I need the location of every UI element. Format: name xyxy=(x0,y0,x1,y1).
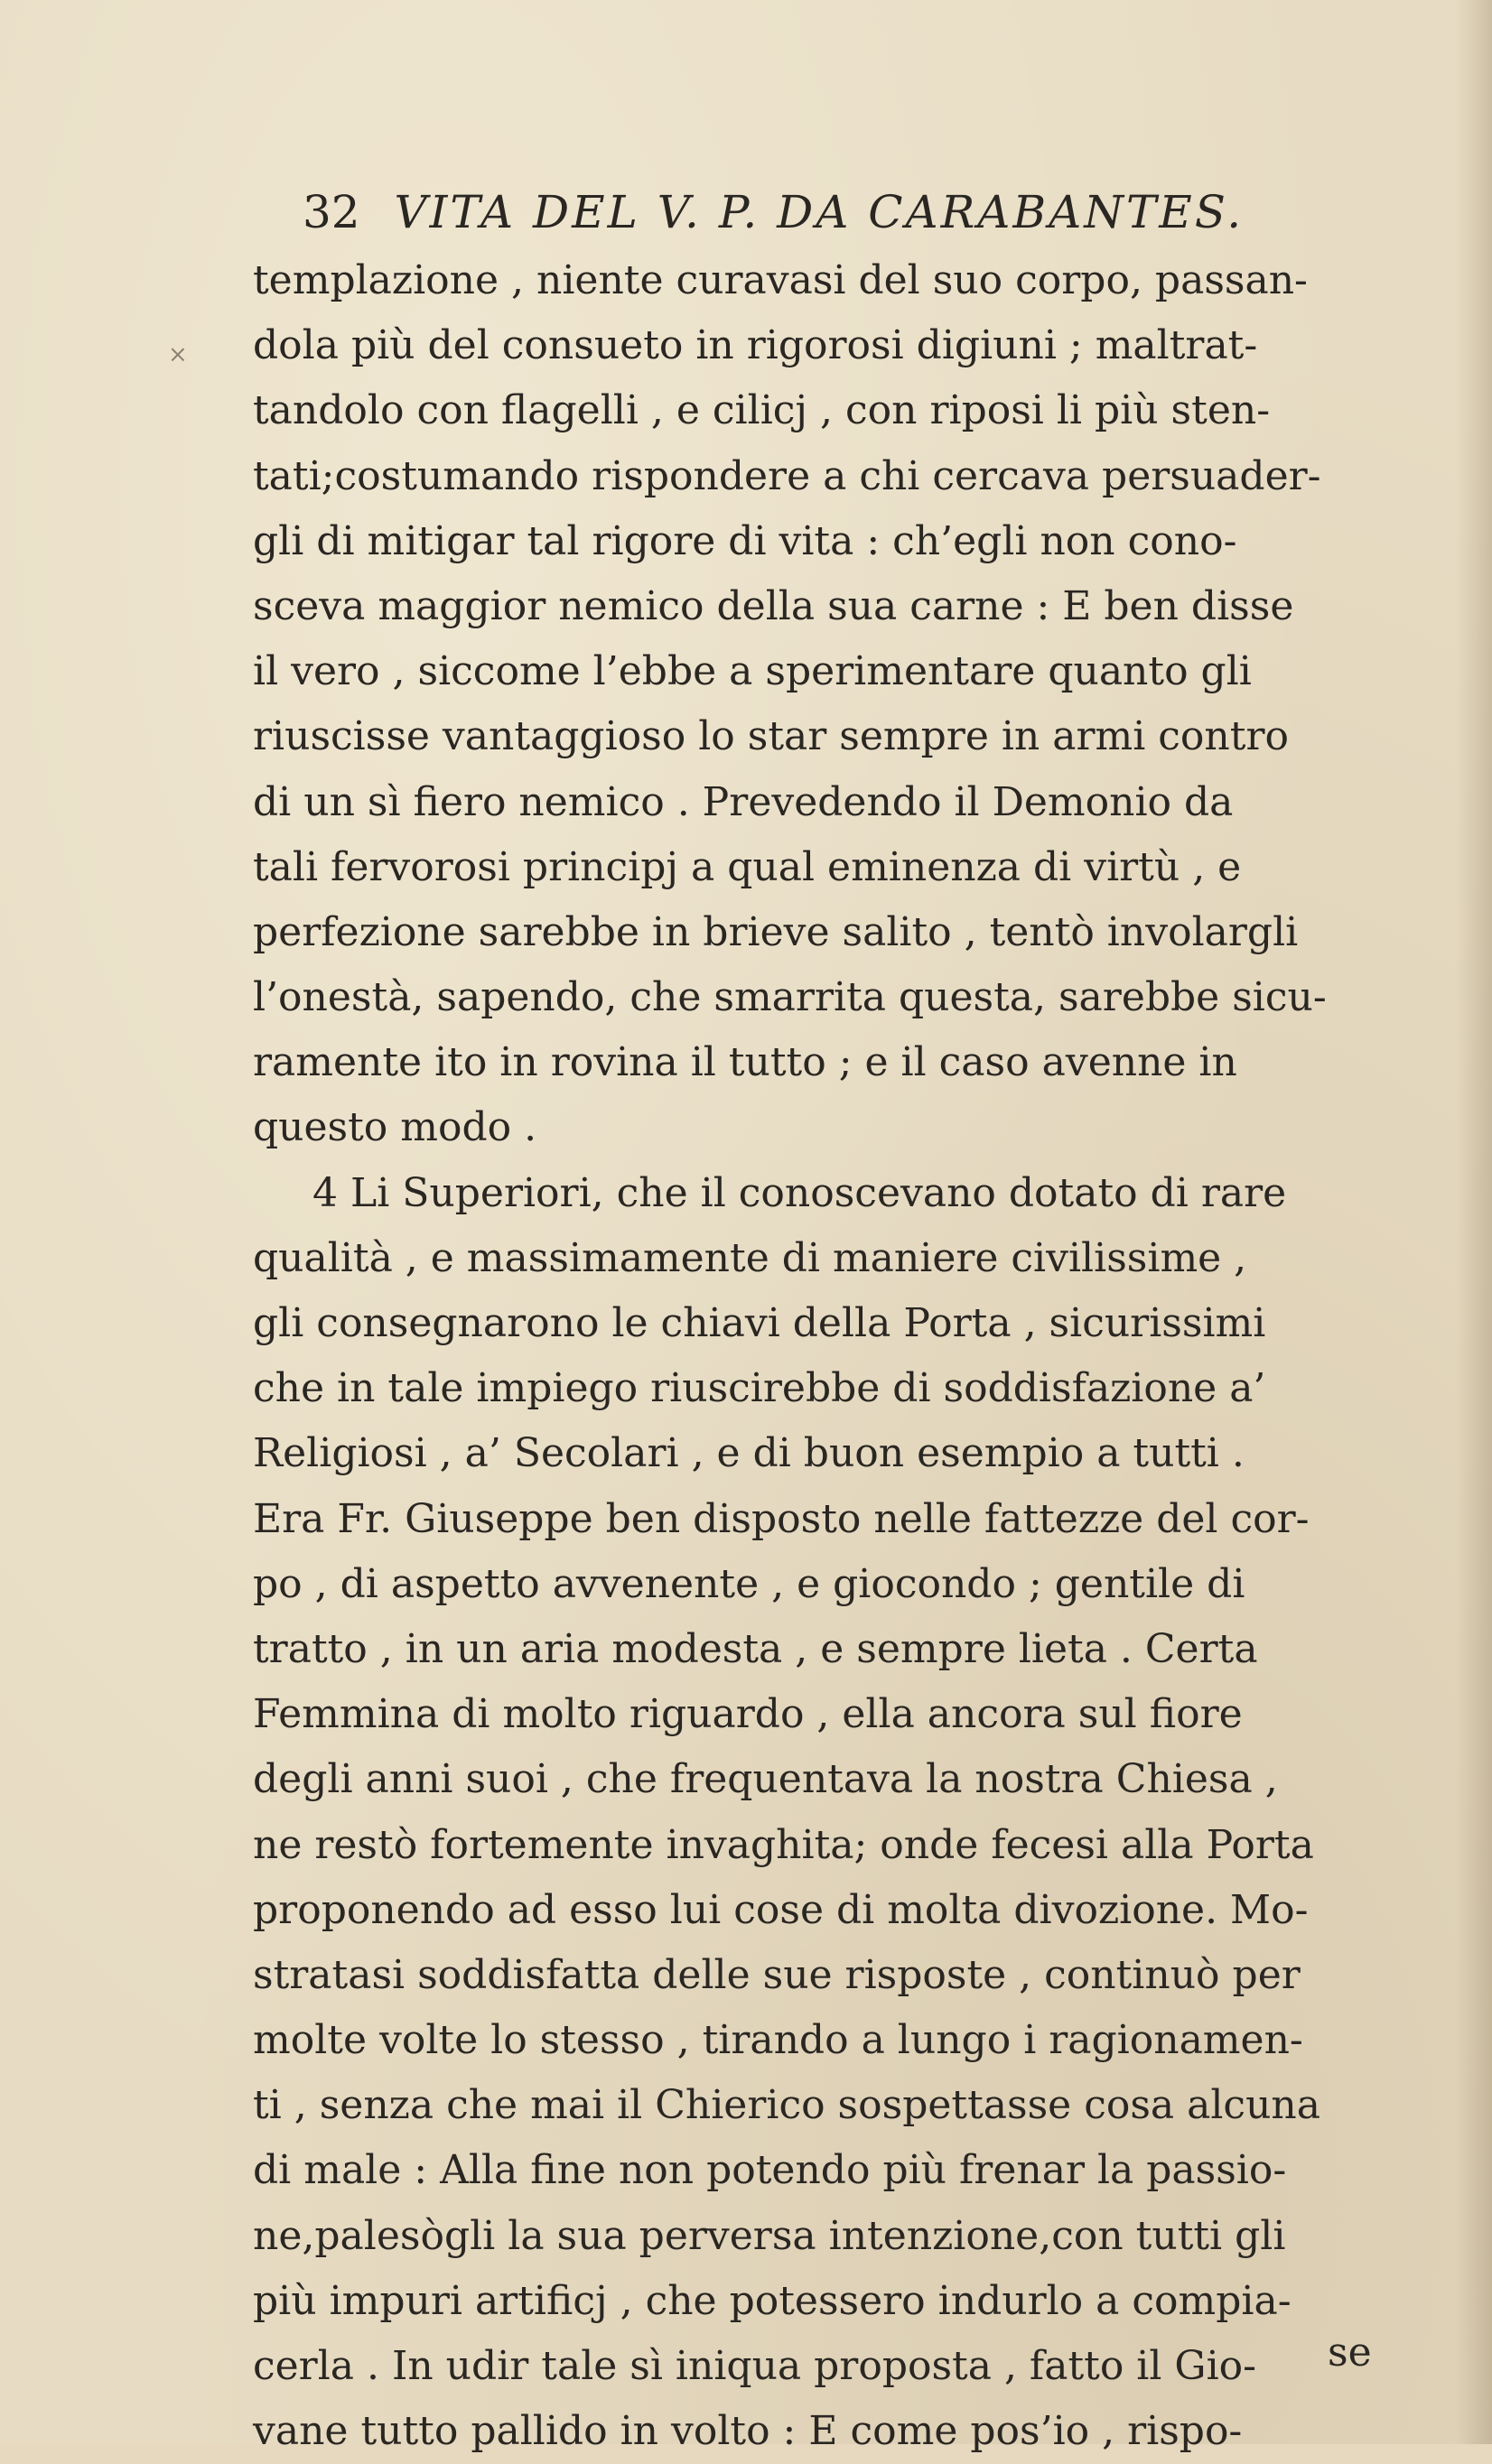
text-line: vane tutto pallido in volto : E come pos’io , rispo- xyxy=(253,2408,1243,2455)
text-line: stratasi soddisfatta delle sue risposte , continuò per xyxy=(253,1951,1301,1998)
running-title: VITA DEL V. P. DA CARABANTES. xyxy=(394,186,1245,238)
text-line: di male : Alla fine non potendo più frenar la passio- xyxy=(253,2147,1287,2194)
text-line: di un sì fiero nemico . Prevedendo il Demonio da xyxy=(253,778,1234,825)
running-header xyxy=(303,185,1244,239)
text-line: l’onestà, sapendo, che smarrita questa, sarebbe sicu- xyxy=(253,974,1327,1021)
text-line: ti , senza che mai il Chierico sospettasse cosa alcuna xyxy=(253,2082,1320,2129)
text-line: Religiosi , a’ Secolari , e di buon esempio a tutti . xyxy=(253,1430,1245,1477)
text-line: templazione , niente curavasi del suo corpo, passan- xyxy=(253,257,1308,303)
text-line: sceva maggior nemico della sua carne : E ben disse xyxy=(253,582,1294,629)
text-line: ne restò fortemente invaghita; onde fecesi alla Porta xyxy=(253,1821,1314,1868)
page-number: 32 xyxy=(303,186,360,238)
text-line: gli di mitigar tal rigore di vita : ch’egli non cono- xyxy=(253,517,1237,564)
text-line: perfezione sarebbe in brieve salito , tentò involargli xyxy=(253,908,1299,955)
text-line: ne,palesògli la sua perversa intenzione,con tutti gli xyxy=(253,2212,1286,2259)
text-line: dola più del consueto in rigorosi digiuni ; maltrat- xyxy=(253,322,1258,369)
text-line: tati;costumando rispondere a chi cercava persuader- xyxy=(253,452,1321,499)
margin-mark: × xyxy=(168,341,188,368)
text-line: molte volte lo stesso , tirando a lungo i ragionamen- xyxy=(253,2017,1303,2064)
text-line: tandolo con flagelli , e cilicj , con riposi li più sten- xyxy=(253,387,1271,434)
body-text xyxy=(253,248,1481,2464)
text-line: cerla . In udir tale sì iniqua proposta , fatto il Gio- xyxy=(253,2343,1256,2389)
text-line: degli anni suoi , che frequentava la nostra Chiesa , xyxy=(253,1756,1278,1803)
paragraph-start-line: 4 Li Superiori, che il conoscevano dotato di rare xyxy=(312,1169,1287,1216)
text-line: proponendo ad esso lui cose di molta divozione. Mo- xyxy=(253,1886,1309,1933)
text-line: Era Fr. Giuseppe ben disposto nelle fattezze del cor- xyxy=(253,1495,1310,1542)
text-line: po , di aspetto avvenente , e giocondo ; gentile di xyxy=(253,1560,1245,1607)
text-line: gli consegnarono le chiavi della Porta , sicurissimi xyxy=(253,1300,1266,1346)
text-line: più impuri artificj , che potessero indurlo a compia- xyxy=(253,2277,1292,2324)
text-line: questo modo . xyxy=(253,1104,537,1151)
text-line: il vero , siccome l’ebbe a sperimentare quanto gli xyxy=(253,648,1252,695)
text-line: riuscisse vantaggioso lo star sempre in armi contro xyxy=(253,713,1289,760)
catchword: se xyxy=(1328,2329,1372,2376)
text-line: tratto , in un aria modesta , e sempre lieta . Certa xyxy=(253,1625,1258,1672)
text-line: ramente ito in rovina il tutto ; e il caso avenne in xyxy=(253,1039,1237,1086)
text-line: tali fervorosi principj a qual eminenza di virtù , e xyxy=(253,843,1242,890)
text-line: Femmina di molto riguardo , ella ancora sul fiore xyxy=(253,1691,1243,1738)
text-line: qualità , e massimamente di maniere civilissime , xyxy=(253,1234,1247,1281)
text-line: che in tale impiego riuscirebbe di soddisfazione a’ xyxy=(253,1365,1266,1412)
